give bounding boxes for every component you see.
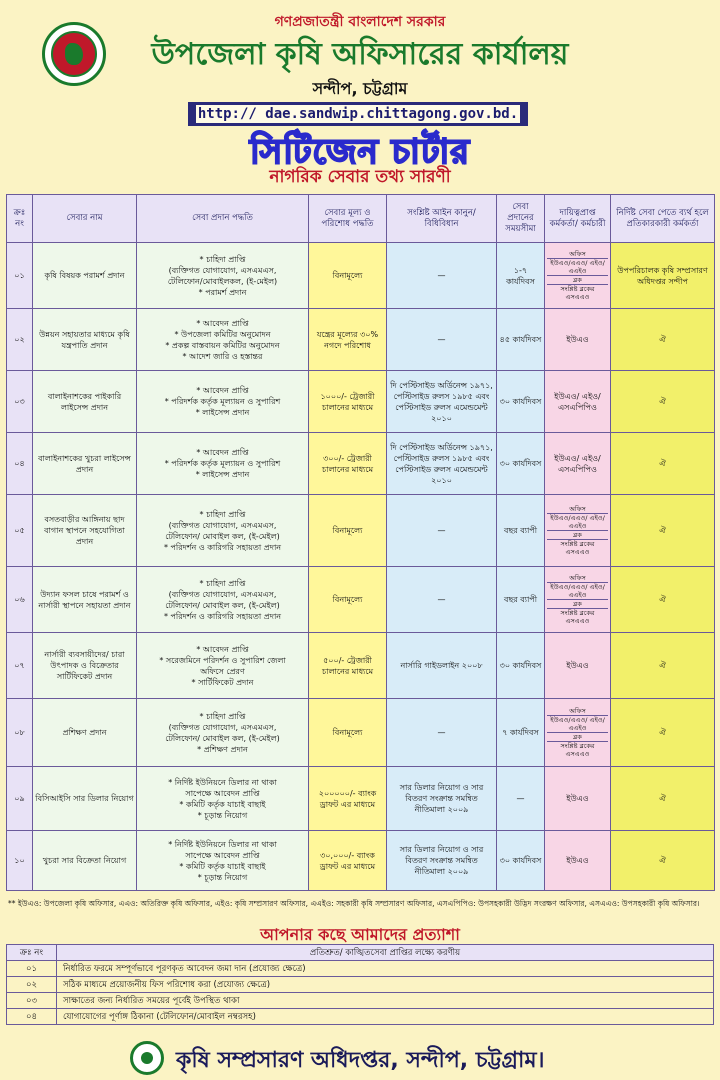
expectation-row [7,1009,714,1025]
method-line: (ব্যক্তিগত যোগাযোগ, এসএমএস, [168,265,277,275]
responsible-officer-cell [545,309,611,371]
method-line: * উপজেলা কমিটির অনুমোদন [174,329,271,339]
expectation-sl: ০৩ [7,993,57,1009]
office-title: উপজেলা কৃষি অফিসারের কার্যালয় [151,37,569,72]
table-row [7,633,715,699]
method-line: * লাইসেন্স প্রদান [195,470,250,479]
method-line: * পরামর্শ প্রদান [198,287,247,297]
time-limit-cell: বছর ব্যাপী [497,567,545,633]
method-line: * চাহিদা প্রাপ্তি [199,509,246,519]
table-header-cell: সংশ্লিষ্ট আইন কানুন/ বিধিবিধান [387,195,497,243]
fee-cell: বিনামূল্যে [309,567,387,633]
officer-line: ব্লক [547,733,608,742]
law-cell: দি পেস্টিসাইড অর্ডিনেন্স ১৯৭১, পেস্টিসাইড রুলস ১৯৮৫ এবং পেস্টিসাইড রুলস এমেন্ডমেন্ট ২০১০ [387,433,497,495]
appeal-officer-cell: ঐ [611,633,715,699]
serial-cell: ০৭ [7,633,33,699]
service-name-cell: উদ্যান ফসল চাষে পরামর্শ ও নার্সারী স্থাপনে সহায়তা প্রদান [33,567,137,633]
expectation-text: সাক্ষাতের জন্য নির্ধারিত সময়ের পূর্বেই উপস্থিত থাকা [57,993,714,1009]
serial-cell: ০৫ [7,495,33,567]
serial-cell: ০২ [7,309,33,371]
officer-line: ইউএও/এএও/ এইও/এএইও [547,259,608,276]
header [0,0,720,195]
abbreviation-footnote: ** ইউএও: উপজেলা কৃষি অফিসার, এএও: অতিরিক্ত কৃষি অফিসার, এইও: কৃষি সম্প্রসারণ অফিসার, এএইও: সহকারী কৃষি সম্প্রসারণ অফিসার, এসএপিপিও: উপসহকারী উদ্ভিদ সংরক্ষণ অফিসার, এসএএও: উপসহকারী কৃষি অফিসার। [8,899,700,908]
officer-line: সংশ্লিষ্ট ব্লকের এসএএও [560,742,595,758]
service-method-cell [137,371,309,433]
footer-bar [0,1035,720,1080]
officer-line: ইউএও/এএও/ এইও/এএইও [547,716,608,733]
method-line: * নির্দিষ্ট ইউনিয়নে ডিলার না থাকা [168,839,277,849]
method-line: * আদেশ জারি ও হস্তান্তর [182,351,263,361]
responsible-officer-cell [545,567,611,633]
fee-cell: যন্ত্রের মূল্যের ৩০% নগদে পরিশোধ [309,309,387,371]
serial-cell: ০৬ [7,567,33,633]
appeal-officer-cell: ঐ [611,567,715,633]
law-cell: সার ডিলার নিয়োগ ও সার বিতরণ সংক্রান্ত সমন্বিত নীতিমালা ২০০৯ [387,767,497,831]
office-location: সন্দীপ, চট্টগ্রাম [312,79,408,98]
fee-cell: ১০০০/- ট্রেজারী চালানের মাধ্যমে [309,371,387,433]
service-method-cell [137,567,309,633]
method-line: * চূড়ান্ত নিয়োগ [197,872,248,882]
law-cell: সার ডিলার নিয়োগ ও সার বিতরণ সংক্রান্ত সমন্বিত নীতিমালা ২০০৯ [387,831,497,891]
service-method-cell [137,309,309,371]
service-name-cell: বিসিআইসি সার ডিলার নিয়োগ [33,767,137,831]
officer-line: অফিস [547,250,608,259]
law-cell: — [387,243,497,309]
method-line: * প্রকল্প বাস্তবায়ন কমিটির অনুমোদন [165,340,280,350]
officer-line: ব্লক [547,600,608,609]
method-line: * সার্টিফিকেট প্রদান [191,677,254,687]
table-header-cell: ক্রঃ নং [7,195,33,243]
table-header-cell: সেবার মূল্য ও পরিশোধ পদ্ধতি [309,195,387,243]
footer-text: কৃষি সম্প্রসারণ অধিদপ্তর, সন্দীপ, চট্টগ্রাম। [176,1048,545,1073]
officer-line: সংশ্লিষ্ট ব্লকের এসএএও [560,609,595,625]
expectation-row [7,961,714,977]
service-name-cell: বালাইনাশকের খুচরা লাইসেন্স প্রদান [33,433,137,495]
appeal-officer-cell: ঐ [611,309,715,371]
service-name-cell: খুচরা সার বিক্রেতা নিয়োগ [33,831,137,891]
method-line: সাপেক্ষে আবেদন প্রাপ্তি [185,850,260,860]
method-line: * চূড়ান্ত নিয়োগ [197,810,248,820]
table-row [7,699,715,767]
table-header-cell: দায়িত্বপ্রাপ্ত কর্মকর্তা/ কর্মচারী [545,195,611,243]
responsible-officer-cell [545,831,611,891]
officer-line: ব্লক [547,531,608,540]
method-line: * আবেদন প্রাপ্তি [196,644,249,654]
table-row [7,567,715,633]
officer-line: ইউএও/এএও/ এইও/এএইও [547,514,608,531]
fee-cell: বিনামূল্যে [309,699,387,767]
time-limit-cell: ১-৭ কার্যদিবস [497,243,545,309]
service-method-cell [137,633,309,699]
expectation-header-text: প্রতিশ্রুত/ কাঙ্খিতসেবা প্রাপ্তির লক্ষ্যে করণীয় [57,945,714,961]
service-table-title: নাগরিক সেবার তথ্য সারণী [269,167,451,187]
appeal-officer-cell: ঐ [611,433,715,495]
dae-logo [130,1041,164,1075]
appeal-officer-cell: ঐ [611,767,715,831]
method-line: * কমিটি কর্তৃক যাচাই বাছাই [179,861,266,871]
method-line: টেলিফোন/ মোবাইল কল, (ই-মেইল) [165,531,280,541]
officer-line: ইউএও/ এইও/ এসএপিপিও [554,453,601,474]
fee-cell: বিনামূল্যে [309,495,387,567]
expectation-table [6,944,714,1025]
service-method-cell [137,767,309,831]
method-line: * আবেদন প্রাপ্তি [196,448,249,457]
government-name: গণপ্রজাতন্ত্রী বাংলাদেশ সরকার [274,14,446,30]
method-line: * আবেদন প্রাপ্তি [196,386,249,395]
table-row [7,371,715,433]
method-line: * চাহিদা প্রাপ্তি [199,578,246,588]
service-name-cell: বালাইনাশকের পাইকারি লাইসেন্স প্রদান [33,371,137,433]
responsible-officer-cell [545,243,611,309]
service-name-cell: নার্সারী ব্যবসায়ীদের/ চারা উৎপাদক ও বিক্রেতার সার্টিফিকেট প্রদান [33,633,137,699]
service-name-cell: প্রশিক্ষণ প্রদান [33,699,137,767]
service-method-cell [137,495,309,567]
method-line: টেলিফোন/ মোবাইল কল, (ই-মেইল) [165,733,280,743]
time-limit-cell: বছর ব্যাপী [497,495,545,567]
expectation-text: যোগাযোগের পূর্ণাঙ্গ ঠিকানা (টেলিফোন/মোবাইল নম্বরসহ) [57,1009,714,1025]
responsible-officer-cell [545,495,611,567]
table-header-cell: সেবা প্রদান পদ্ধতি [137,195,309,243]
officer-line: সংশ্লিষ্ট ব্লকের এসএএও [560,285,595,301]
officer-line: ইউএও/এএও/ এইও/এএইও [547,583,608,600]
law-cell: — [387,309,497,371]
expectation-title: আপনার কছে আমাদের প্রত্যাশা [260,925,460,944]
table-header-cell: সেবা প্রদানের সময়সীমা [497,195,545,243]
table-row [7,433,715,495]
serial-cell: ০৮ [7,699,33,767]
method-line: (ব্যক্তিগত যোগাযোগ, এসএমএস, [168,589,277,599]
officer-line: অফিস [547,574,608,583]
fee-cell: ৩০,০০০/- ব্যাংক ড্রাফট এর মাধ্যমে [309,831,387,891]
serial-cell: ০৪ [7,433,33,495]
method-line: * কমিটি কর্তৃক যাচাই বাছাই [179,799,266,809]
service-name-cell: কৃষি বিষয়ক পরামর্শ প্রদান [33,243,137,309]
table-header-row [7,195,715,243]
service-method-cell [137,433,309,495]
method-line: * পরিদর্শক কর্তৃক মূল্যায়ন ও সুপারিশ [164,459,281,468]
table-row [7,767,715,831]
serial-cell: ০১ [7,243,33,309]
website-url[interactable]: http:// dae.sandwip.chittagong.gov.bd. [188,102,528,126]
serial-cell: ০৯ [7,767,33,831]
time-limit-cell: ৩০ কার্যদিবস [497,433,545,495]
table-header-cell: নির্দিষ্ট সেবা পেতে ব্যর্থ হলে প্রতিকারকারী কর্মকর্তা [611,195,715,243]
method-line: (ব্যক্তিগত যোগাযোগ, এসএমএস, [168,520,277,530]
serial-cell: ১০ [7,831,33,891]
officer-line: ব্লক [547,276,608,285]
serial-cell: ০৩ [7,371,33,433]
officer-line: ইউএও [566,335,589,344]
method-line: * লাইসেন্স প্রদান [195,408,250,417]
method-line: টেলিফোন/মোবাইলকল, (ই-মেইল) [167,276,278,286]
officer-line: ইউএও [566,794,589,803]
method-line: * সরেজমিনে পরিদর্শন ও সুপারিশ জেলা [159,655,286,665]
responsible-officer-cell [545,433,611,495]
method-line: * পরিদর্শন ও কারিগরি সহায়তা প্রদান [163,611,282,621]
table-row [7,309,715,371]
fee-cell: ৫০০/- ট্রেজারী চালানের মাধ্যমে [309,633,387,699]
expectation-sl: ০৪ [7,1009,57,1025]
method-line: * প্রশিক্ষণ প্রদান [197,744,248,754]
officer-line: ইউএও/ এইও/ এসএপিপিও [554,391,601,412]
responsible-officer-cell [545,633,611,699]
method-line: * নির্দিষ্ট ইউনিয়নে ডিলার না থাকা [168,777,277,787]
appeal-officer-cell: উপপরিচালক কৃষি সম্প্রসারণ অধিদপ্তর সন্দীপ [611,243,715,309]
method-line: * চাহিদা প্রাপ্তি [199,254,246,264]
officer-line: সংশ্লিষ্ট ব্লকের এসএএও [560,540,595,556]
table-row [7,495,715,567]
law-cell: দি পেস্টিসাইড অর্ডিনেন্স ১৯৭১, পেস্টিসাইড রুলস ১৯৮৫ এবং পেস্টিসাইড রুলস এমেন্ডমেন্ট ২০১০ [387,371,497,433]
fee-cell: বিনামূল্যে [309,243,387,309]
service-method-cell [137,699,309,767]
officer-line: ইউএও [566,856,589,865]
time-limit-cell: ৩০ কার্যদিবস [497,371,545,433]
expectation-text: নির্ধারিত ফরমে সম্পূর্ণভাবে পূরণকৃত আবেদন জমা দান (প্রযোজ্য ক্ষেত্রে) [57,961,714,977]
expectation-row [7,977,714,993]
appeal-officer-cell: ঐ [611,831,715,891]
fee-cell: ২০০০০০/- ব্যাংক ড্রাফট এর মাধ্যমে [309,767,387,831]
table-row [7,243,715,309]
responsible-officer-cell [545,699,611,767]
service-table [6,194,715,891]
table-row [7,831,715,891]
service-method-cell [137,831,309,891]
time-limit-cell: ৪৫ কার্যদিবস [497,309,545,371]
officer-line: ইউএও [566,661,589,670]
service-method-cell [137,243,309,309]
appeal-officer-cell: ঐ [611,371,715,433]
method-line: * আবেদন প্রাপ্তি [196,318,249,328]
expectation-header-sl: ক্রঃ নং [7,945,57,961]
expectation-row [7,993,714,1009]
officer-line: অফিস [547,505,608,514]
method-line: * পরিদর্শন ও কারিগরি সহায়তা প্রদান [163,542,282,552]
expectation-header-row [7,945,714,961]
table-header-cell: সেবার নাম [33,195,137,243]
law-cell: — [387,495,497,567]
time-limit-cell: ৭ কার্যদিবস [497,699,545,767]
law-cell: — [387,567,497,633]
expectation-sl: ০১ [7,961,57,977]
method-line: (ব্যক্তিগত যোগাযোগ, এসএমএস, [168,722,277,732]
method-line: অফিসে প্রেরণ [200,666,245,676]
law-cell: — [387,699,497,767]
responsible-officer-cell [545,767,611,831]
method-line: টেলিফোন/ মোবাইল কল, (ই-মেইল) [165,600,280,610]
citizen-charter-title: সিটিজেন চার্টার [250,132,470,172]
method-line: সাপেক্ষে আবেদন প্রাপ্তি [185,788,260,798]
service-name-cell: উন্নয়ন সহায়তার মাধ্যমে কৃষি যন্ত্রপাতি প্রদান [33,309,137,371]
service-name-cell: বসতবাড়ীর আঙ্গিনায় ছাদ বাগান স্থাপনে সহযোগিতা প্রদান [33,495,137,567]
fee-cell: ৩০০/- ট্রেজারী চালানের মাধ্যমে [309,433,387,495]
time-limit-cell: ৩০ কার্যদিবস [497,633,545,699]
method-line: * পরিদর্শক কর্তৃক মূল্যায়ন ও সুপারিশ [164,397,281,406]
appeal-officer-cell: ঐ [611,495,715,567]
expectation-sl: ০২ [7,977,57,993]
method-line: * চাহিদা প্রাপ্তি [199,711,246,721]
time-limit-cell: — [497,767,545,831]
law-cell: নার্সারি গাইডলাইন ২০০৮ [387,633,497,699]
time-limit-cell: ৩০ কার্যদিবস [497,831,545,891]
appeal-officer-cell: ঐ [611,699,715,767]
officer-line: অফিস [547,707,608,716]
expectation-text: সঠিক মাধ্যমে প্রয়োজনীয় ফিস পরিশোধ করা (প্রযোজ্য ক্ষেত্রে) [57,977,714,993]
responsible-officer-cell [545,371,611,433]
